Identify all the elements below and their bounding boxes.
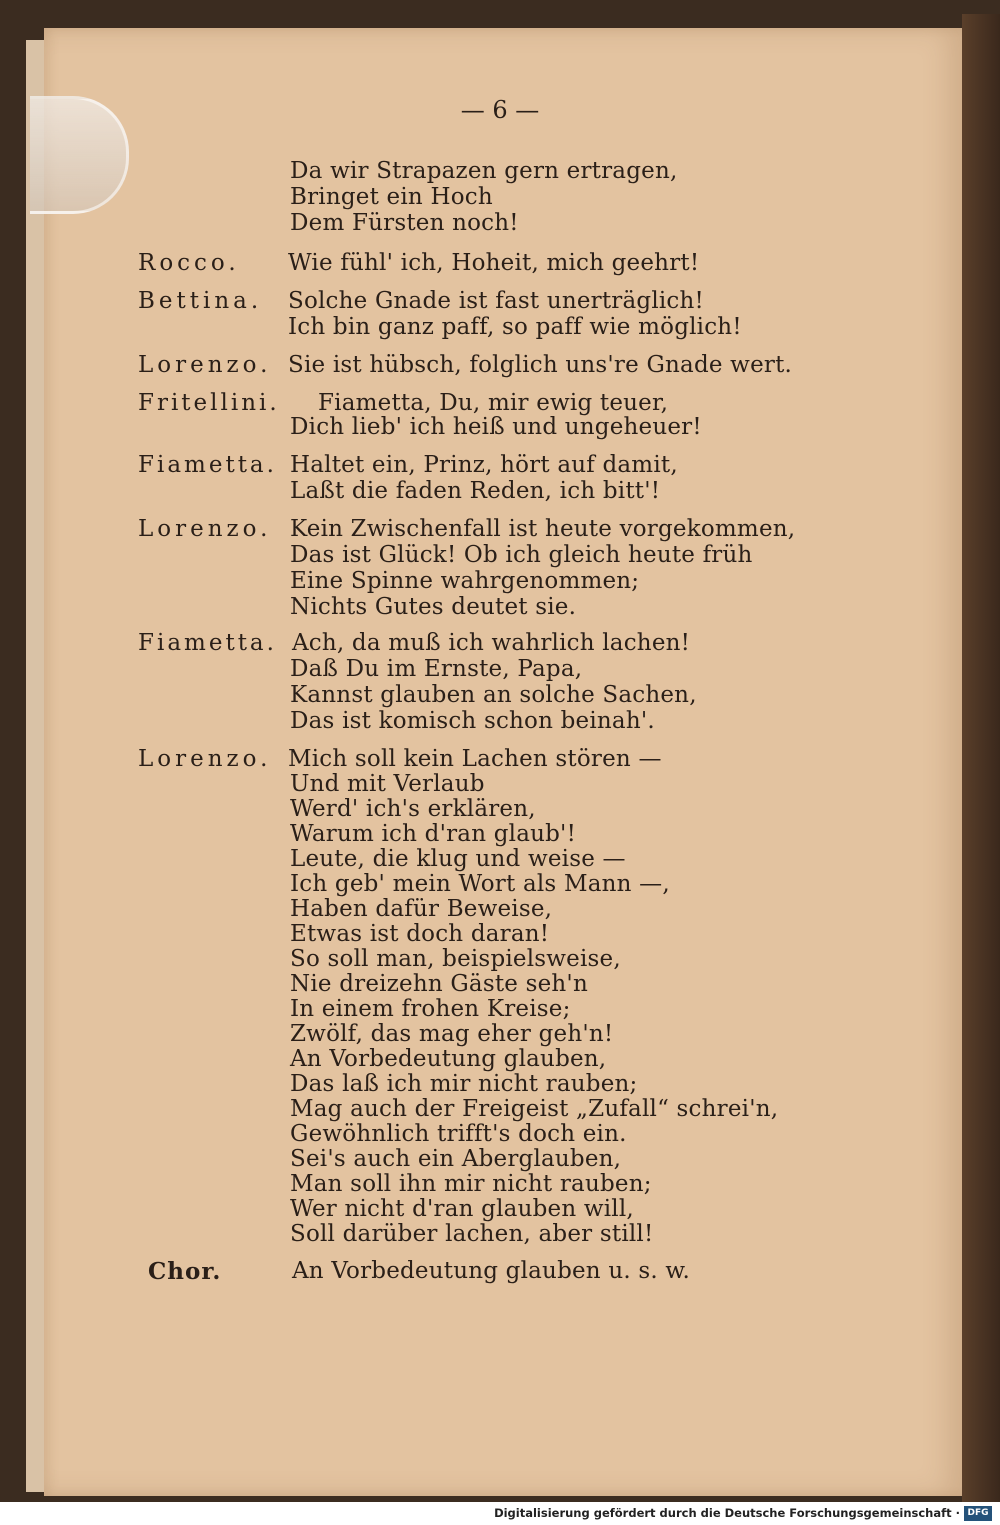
speaker-name: Lorenzo. [138,746,272,772]
verse-line: Haben dafür Beweise, [290,896,553,922]
verse-line: Das ist komisch schon beinah'. [290,708,655,734]
verse-line: Haltet ein, Prinz, hört auf damit, [290,452,678,478]
verse-line: Bringet ein Hoch [290,184,493,210]
verse-line: Wie fühl' ich, Hoheit, mich geehrt! [288,250,700,276]
speaker-name: Lorenzo. [138,516,272,542]
footer-bar [0,1502,1000,1525]
verse-line: Fiametta, Du, mir ewig teuer, [318,390,669,416]
speaker-name: Rocco. [138,250,240,276]
speaker-name: Bettina. [138,288,263,314]
verse-line: Gewöhnlich trifft's doch ein. [290,1121,627,1147]
verse-line: Das ist Glück! Ob ich gleich heute früh [290,542,753,568]
verse-line: Daß Du im Ernste, Papa, [290,656,583,682]
verse-line: So soll man, beispielsweise, [290,946,621,972]
verse-line: An Vorbedeutung glauben, [290,1046,607,1072]
verse-line: Kannst glauben an solche Sachen, [290,682,697,708]
verse-line: Das laß ich mir nicht rauben; [290,1071,638,1097]
speaker-name: Chor. [148,1258,222,1285]
verse-line: Mich soll kein Lachen stören — [288,746,662,772]
verse-line: Leute, die klug und weise — [290,846,626,872]
verse-line: Dem Fürsten noch! [290,210,519,236]
verse-line: Nichts Gutes deutet sie. [290,594,577,620]
verse-line: Nie dreizehn Gäste seh'n [290,971,588,997]
verse-line: Sie ist hübsch, folglich uns're Gnade wert. [288,352,793,378]
verse-line: Da wir Strapazen gern ertragen, [290,158,678,184]
dfg-logo: DFG [964,1506,992,1521]
verse-line: Eine Spinne wahrgenommen; [290,568,640,594]
verse-line: Warum ich d'ran glaub'! [290,821,577,847]
verse-line: Ich bin ganz paff, so paff wie möglich! [288,314,742,340]
speaker-name: Fritellini. [138,390,280,416]
verse-line: Ich geb' mein Wort als Mann —, [290,871,670,897]
verse-line: Etwas ist doch daran! [290,921,550,947]
speaker-name: Lorenzo. [138,352,272,378]
verse-line: Zwölf, das mag eher geh'n! [290,1021,614,1047]
verse-line: Dich lieb' ich heiß und ungeheuer! [290,414,702,440]
verse-line: Soll darüber lachen, aber still! [290,1221,654,1247]
footer-credit: Digitalisierung gefördert durch die Deutsche Forschungsgemeinschaft · [494,1506,960,1520]
verse-line: Ach, da muß ich wahrlich lachen! [292,630,691,656]
verse-line: In einem frohen Kreise; [290,996,571,1022]
book-gutter [962,14,1000,1502]
verse-line: Solche Gnade ist fast unerträglich! [288,288,704,314]
speaker-name: Fiametta. [138,452,277,478]
verse-line: Und mit Verlaub [290,771,485,797]
speaker-name: Fiametta. [138,630,277,656]
verse-line: Werd' ich's erklären, [290,796,536,822]
verse-line: Man soll ihn mir nicht rauben; [290,1171,652,1197]
verse-line: Mag auch der Freigeist „Zufall“ schrei'n, [290,1096,779,1122]
page-number: — 6 — [460,96,540,124]
verse-line: An Vorbedeutung glauben u. s. w. [292,1258,691,1284]
verse-line: Wer nicht d'ran glauben will, [290,1196,634,1222]
verse-line: Laßt die faden Reden, ich bitt'! [290,478,661,504]
verse-line: Kein Zwischenfall ist heute vorgekommen, [290,516,796,542]
verse-line: Sei's auch ein Aberglauben, [290,1146,622,1172]
